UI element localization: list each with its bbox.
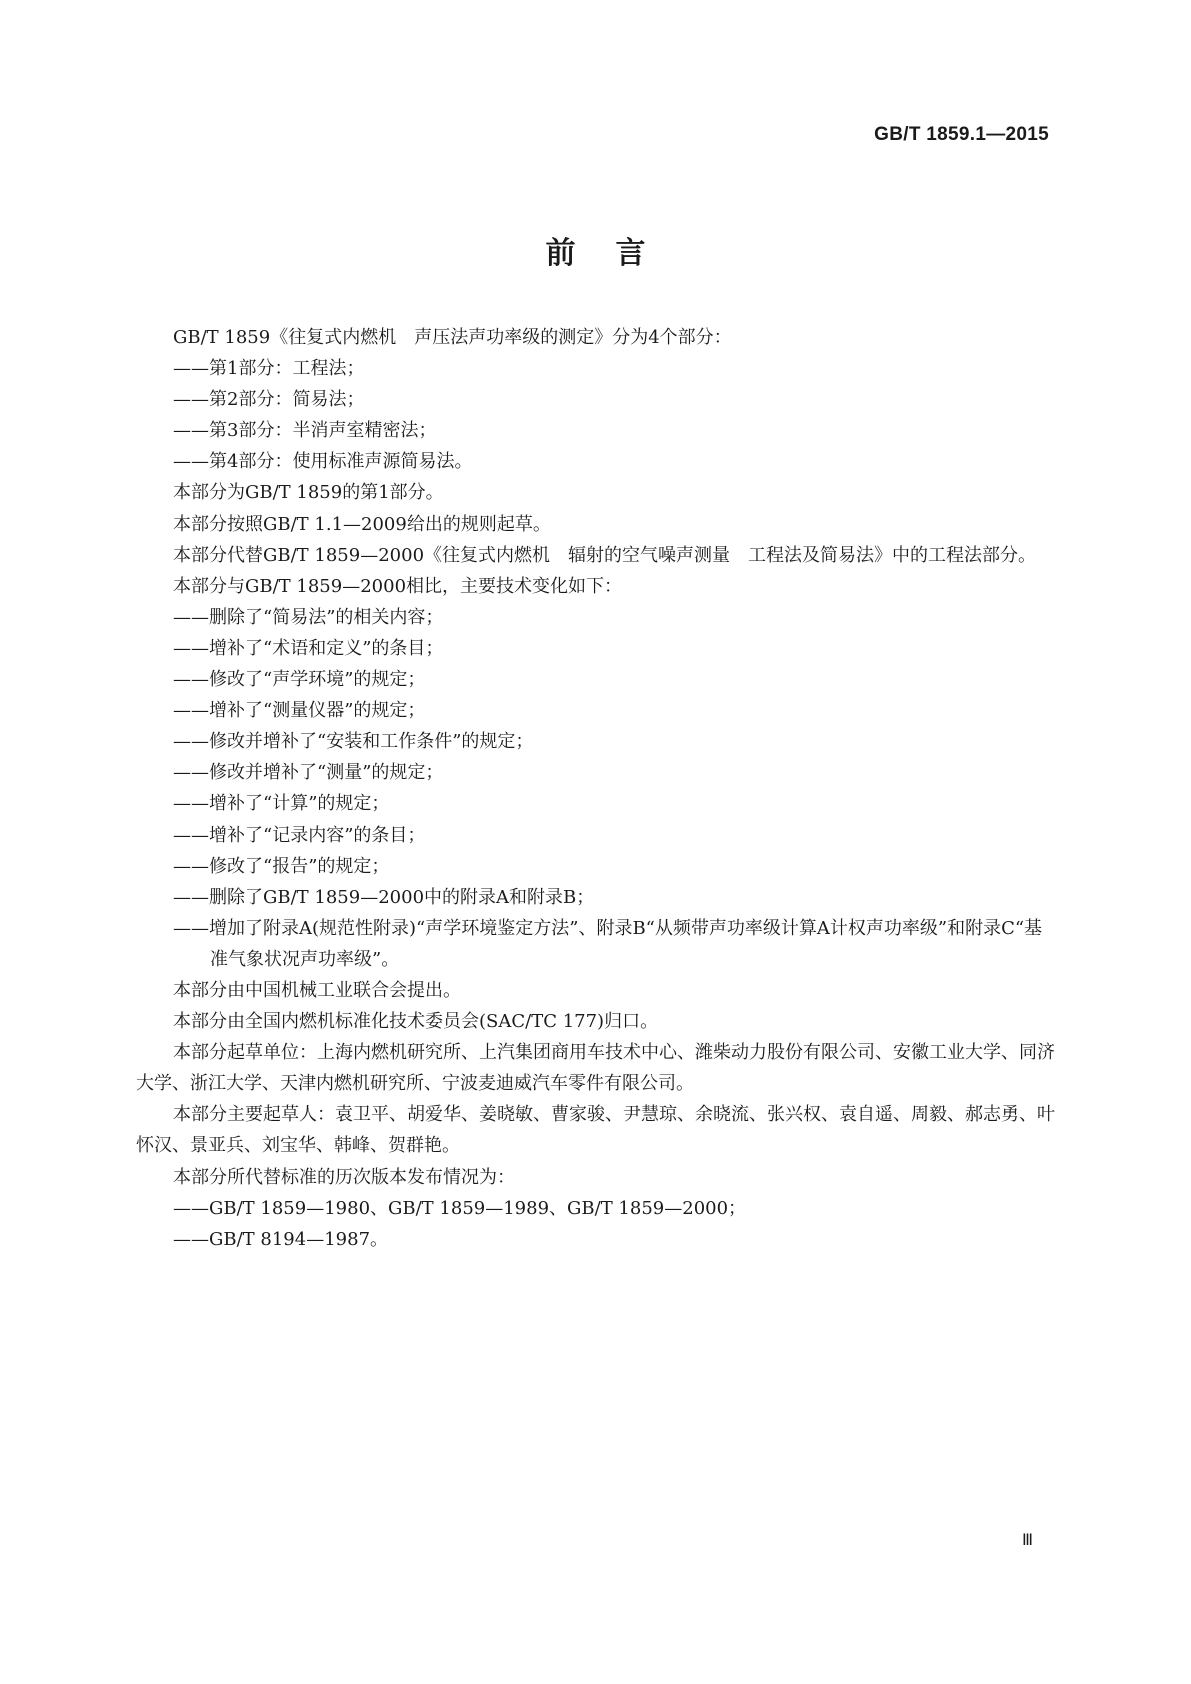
list-item: ——删除了“简易法”的相关内容； — [173, 606, 444, 628]
paragraph: 本部分由全国内燃机标准化技术委员会(SAC/TC 177)归口。 — [173, 1011, 659, 1033]
list-item: ——增补了“计算”的规定； — [173, 793, 390, 815]
paragraph: GB/T 1859《往复式内燃机 声压法声功率级的测定》分为4个部分： — [173, 327, 732, 348]
list-item: ——删除了GB/T 1859—2000中的附录A和附录B； — [173, 886, 595, 908]
paragraph: 本部分代替GB/T 1859—2000《往复式内燃机 辐射的空气噪声测量 工程法及简易法》中的工程法部分。 — [173, 544, 1037, 566]
list-item: ——增补了“测量仪器”的规定； — [173, 700, 426, 722]
paragraph: 本部分所代替标准的历次版本发布情况为： — [173, 1166, 515, 1188]
paragraph: 本部分主要起草人：袁卫平、胡爱华、姜晓敏、曹家骏、尹慧琼、余晓流、张兴权、袁自遥、周毅、郝志勇、叶怀汉、景亚兵、刘宝华、韩峰、贺群艳。 — [136, 1104, 1055, 1157]
list-item: ——第1部分：工程法； — [173, 358, 365, 380]
paragraph: 本部分由中国机械工业联合会提出。 — [173, 979, 461, 1001]
list-item: ——修改并增补了“测量”的规定； — [173, 762, 444, 784]
list-item: ——GB/T 1859—1980、GB/T 1859—1989、GB/T 1859—2000； — [173, 1197, 747, 1219]
paragraph: 本部分起草单位：上海内燃机研究所、上汽集团商用车技术中心、潍柴动力股份有限公司、安徽工业大学、同济大学、浙江大学、天津内燃机研究所、宁波麦迪威汽车零件有限公司。 — [136, 1042, 1055, 1095]
foreword-body — [136, 322, 1056, 1255]
page-title: 前言 — [545, 236, 686, 271]
list-item: ——修改了“报告”的规定； — [173, 855, 390, 877]
list-item: ——增加了附录A(规范性附录)“声学环境鉴定方法”、附录B“从频带声功率级计算A计权声功率级”和附录C“基准气象状况声功率级”。 — [173, 917, 1043, 970]
paragraph: 本部分与GB/T 1859—2000相比，主要技术变化如下： — [173, 575, 623, 597]
list-item: ——修改并增补了“安装和工作条件”的规定； — [173, 731, 534, 753]
paragraph: 本部分为GB/T 1859的第1部分。 — [173, 482, 444, 504]
list-item: ——修改了“声学环境”的规定； — [173, 669, 426, 691]
list-item: ——增补了“术语和定义”的条目； — [173, 637, 444, 659]
list-item: ——第4部分：使用标准声源简易法。 — [173, 451, 473, 473]
list-item: ——GB/T 8194—1987。 — [173, 1228, 389, 1250]
list-item: ——第3部分：半消声室精密法； — [173, 420, 437, 442]
standard-number: GB/T 1859.1—2015 — [874, 124, 1049, 145]
page-number: Ⅲ — [1021, 1532, 1033, 1549]
list-item: ——第2部分：简易法； — [173, 389, 365, 411]
paragraph: 本部分按照GB/T 1.1—2009给出的规则起草。 — [173, 513, 551, 535]
list-item: ——增补了“记录内容”的条目； — [173, 824, 426, 846]
